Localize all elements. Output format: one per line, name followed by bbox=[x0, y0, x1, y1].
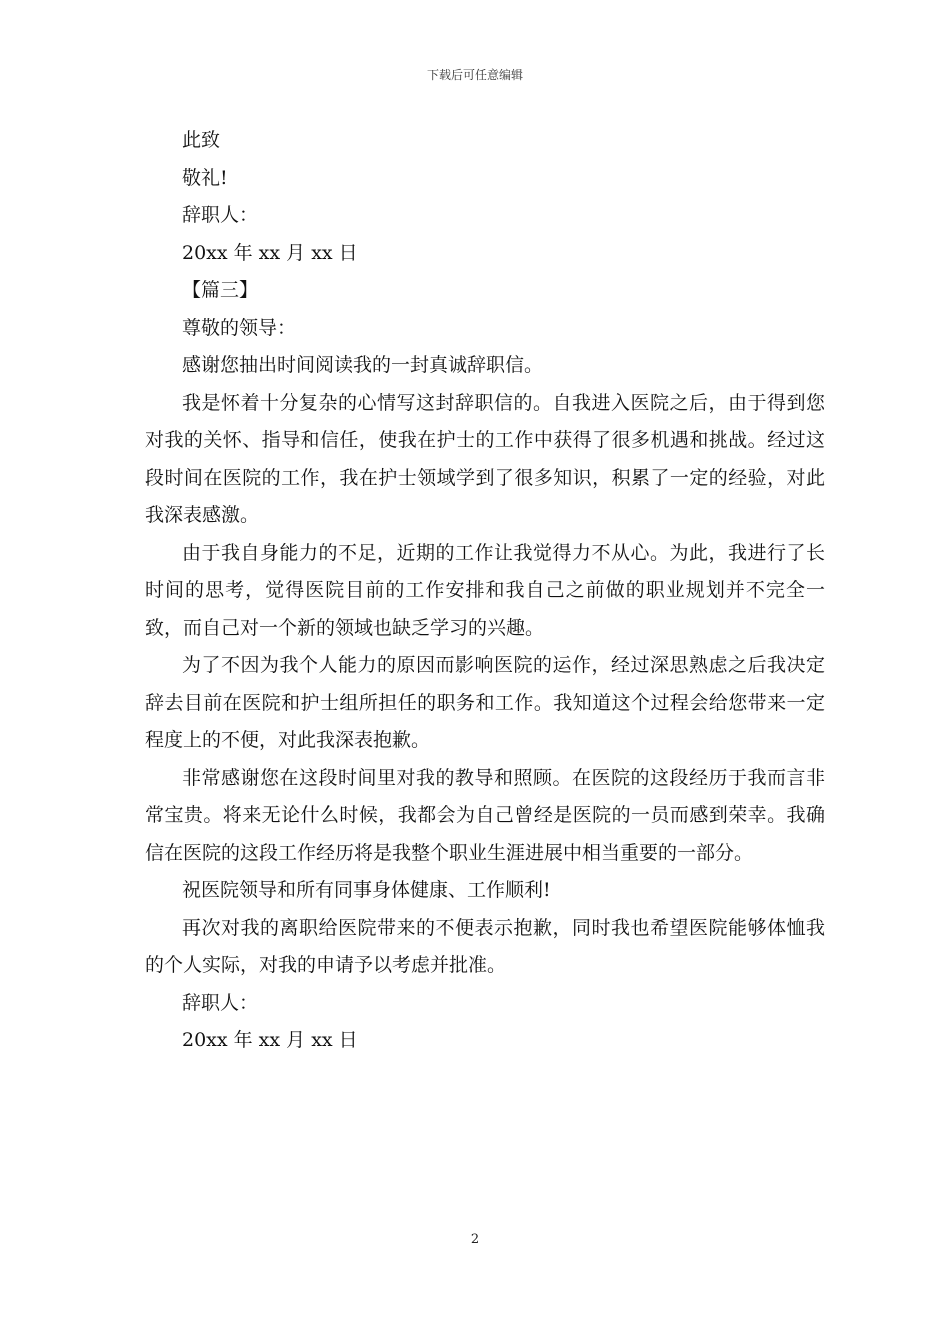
date-line: 20xx 年 xx 月 xx 日 bbox=[182, 1029, 358, 1051]
page-number: 2 bbox=[470, 1232, 480, 1247]
intro-line: 感谢您抽出时间阅读我的一封真诚辞职信。 bbox=[182, 354, 544, 376]
body-paragraph: 我是怀着十分复杂的心情写这封辞职信的。自我进入医院之后，由于得到您对我的关怀、指导和信任，使我在护士的工作中获得了很多机遇和挑战。经过这段时间在医院的工作，我在护士领域学到了很多知识，积累了一定的经验，对此我深表感激。 bbox=[145, 391, 825, 526]
closing-line: 此致 bbox=[182, 129, 221, 151]
signature-label: 辞职人： bbox=[182, 204, 259, 226]
body-paragraph: 再次对我的离职给医院带来的不便表示抱歉，同时我也希望医院能够体恤我的个人实际，对我的申请予以考虑并批准。 bbox=[145, 916, 825, 976]
body-paragraph: 为了不因为我个人能力的原因而影响医院的运作，经过深思熟虑之后我决定辞去目前在医院和护士组所担任的职务和工作。我知道这个过程会给您带来一定程度上的不便，对此我深表抱歉。 bbox=[145, 654, 825, 751]
body-paragraph: 祝医院领导和所有同事身体健康、工作顺利! bbox=[182, 879, 551, 901]
body-paragraph: 由于我自身能力的不足，近期的工作让我觉得力不从心。为此，我进行了长时间的思考，觉得医院目前的工作安排和我自己之前做的职业规划并不完全一致，而自己对一个新的领域也缺乏学习的兴趣。 bbox=[145, 541, 825, 639]
date-line: 20xx 年 xx 月 xx 日 bbox=[182, 241, 358, 264]
document-body bbox=[145, 122, 825, 1060]
page-header-note: 下载后可任意编辑 bbox=[426, 68, 523, 82]
body-paragraph: 非常感谢您在这段时间里对我的教导和照顾。在医院的这段经历于我而言非常宝贵。将来无论什么时候，我都会为自己曾经是医院的一员而感到荣幸。我确信在医院的这段工作经历将是我整个职业生涯进展中相当重要的一部分。 bbox=[145, 766, 825, 864]
greeting-line: 尊敬的领导： bbox=[182, 316, 297, 339]
salute-line: 敬礼! bbox=[182, 166, 228, 189]
signature-label: 辞职人： bbox=[182, 991, 259, 1014]
section-heading: 【篇三】 bbox=[182, 279, 259, 301]
